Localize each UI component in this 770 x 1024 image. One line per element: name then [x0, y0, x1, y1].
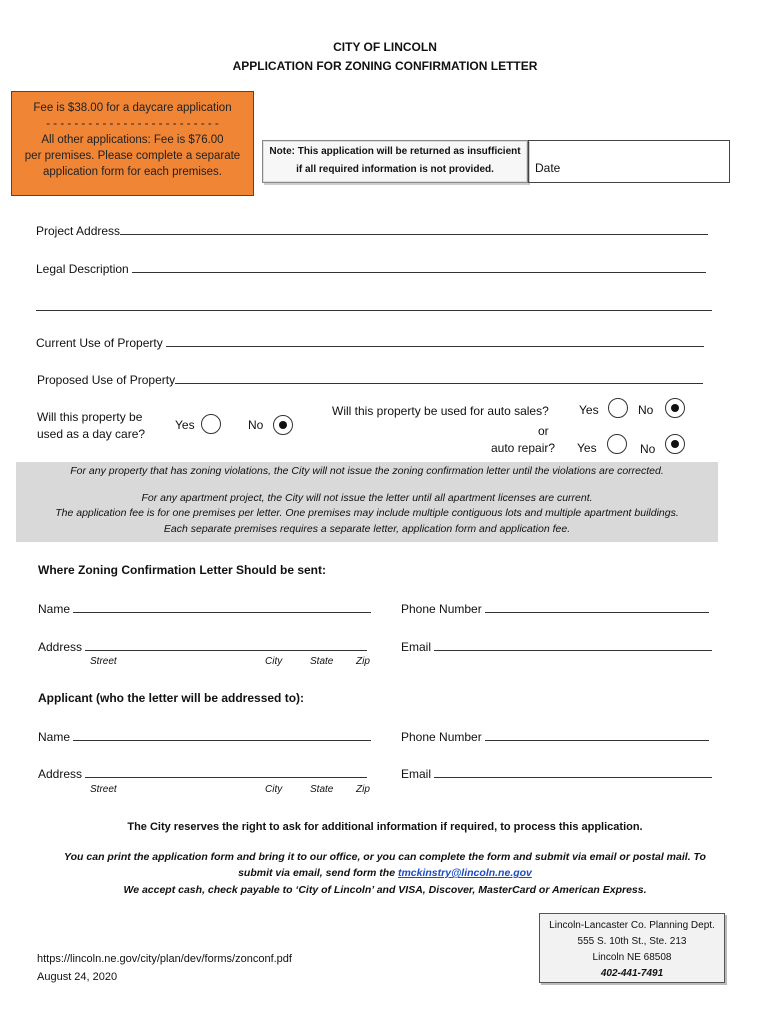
office-city: Lincoln NE 68508 [592, 952, 672, 963]
office-phone: 402-441-7491 [600, 968, 664, 979]
send-name-label: Name [38, 602, 71, 616]
form-date: August 24, 2020 [37, 971, 118, 983]
print-instructions-line2 [0, 867, 770, 879]
legal-description-line2[interactable] [36, 298, 712, 314]
fee-daycare: Fee is $38.00 for a daycare application [33, 102, 232, 114]
send-email-label: Email [401, 640, 432, 654]
notice-box [16, 462, 718, 542]
auto-sales-no-label: No [638, 403, 654, 417]
send-street-caption: Street [90, 656, 117, 667]
date-label: Date [535, 161, 561, 175]
daycare-question [37, 409, 145, 443]
office-address-box [539, 913, 725, 983]
submission-email-link[interactable]: tmckinstry@lincoln.ne.gov [397, 867, 532, 879]
send-name-field[interactable] [38, 600, 371, 616]
note-line1: Note: This application will be returned as insufficient [269, 146, 521, 157]
applicant-address-field[interactable] [38, 765, 367, 781]
print-instructions-pre: submit via email, send form the [238, 867, 398, 879]
date-field[interactable] [528, 140, 730, 183]
fee-other-line3: application form for each premises. [43, 166, 222, 178]
current-use-field[interactable] [36, 334, 704, 350]
send-phone-label: Phone Number [401, 602, 482, 616]
send-address-field[interactable] [38, 638, 367, 654]
daycare-yes-radio[interactable] [201, 414, 221, 434]
applicant-address-label: Address [38, 767, 83, 781]
send-phone-field[interactable] [401, 600, 709, 616]
send-section-heading: Where Zoning Confirmation Letter Should be sent: [38, 563, 326, 577]
fee-other-line2: per premises. Please complete a separate [24, 150, 241, 162]
legal-description-label: Legal Description [36, 262, 129, 276]
auto-repair-question: auto repair? [491, 441, 556, 455]
applicant-zip-caption: Zip [356, 784, 370, 795]
notice-violations: For any property that has zoning violations, the City will not issue the zoning confirmation letter until the violations are corrected. [70, 465, 664, 477]
fee-other: All other applications: Fee is $76.00 [41, 134, 224, 146]
applicant-email-label: Email [401, 767, 432, 781]
proposed-use-label: Proposed Use of Property [37, 373, 176, 387]
fee-info-box [11, 91, 254, 196]
daycare-no-radio[interactable] [273, 415, 293, 435]
print-instructions-line1: You can print the application form and bring it to our office, or you can complete the form and submit via email or postal mail. To [64, 851, 706, 863]
office-street: 555 S. 10th St., Ste. 213 [577, 936, 687, 947]
daycare-yes-label: Yes [175, 418, 195, 432]
send-address-label: Address [38, 640, 83, 654]
note-line2: if all required information is not provided. [296, 164, 494, 175]
payment-notice: We accept cash, check payable to ‘City of Lincoln’ and VISA, Discover, MasterCard or American Express. [123, 884, 647, 896]
form-url: https://lincoln.ne.gov/city/plan/dev/forms/zonconf.pdf [37, 953, 292, 965]
auto-sales-yes-label: Yes [579, 403, 599, 417]
form-title-line1: CITY OF LINCOLN [333, 40, 437, 54]
applicant-state-caption: State [310, 784, 334, 795]
applicant-phone-field[interactable] [401, 728, 709, 744]
auto-sales-yes-radio[interactable] [608, 398, 628, 418]
auto-repair-no-radio[interactable] [665, 434, 685, 454]
note-box [262, 140, 528, 183]
daycare-question-line2: used as a day care? [37, 427, 146, 441]
auto-or-label: or [538, 424, 549, 438]
legal-description-field[interactable] [36, 260, 706, 276]
auto-sales-question: Will this property be used for auto sales? [332, 404, 549, 418]
project-address-field[interactable] [36, 222, 708, 238]
notice-fee: The application fee is for one premises per letter. One premises may include multiple contiguous lots and multiple apartment buildings. [55, 507, 679, 519]
applicant-section-heading: Applicant (who the letter will be addressed to): [38, 691, 305, 705]
form-title-line2: APPLICATION FOR ZONING CONFIRMATION LETTER [232, 59, 538, 73]
auto-sales-no-radio[interactable] [665, 398, 685, 418]
send-zip-caption: Zip [356, 656, 370, 667]
project-address-label: Project Address [36, 224, 121, 238]
send-city-caption: City [265, 656, 283, 667]
auto-repair-yes-label: Yes [577, 441, 597, 455]
applicant-city-caption: City [265, 784, 283, 795]
auto-repair-no-label: No [640, 442, 656, 456]
notice-apartment: For any apartment project, the City will not issue the letter until all apartment licenses are current. [141, 491, 593, 504]
applicant-phone-label: Phone Number [401, 730, 482, 744]
applicant-street-caption: Street [90, 784, 117, 795]
current-use-label: Current Use of Property [36, 336, 163, 350]
applicant-name-label: Name [38, 730, 71, 744]
send-email-field[interactable] [401, 638, 712, 654]
office-name: Lincoln-Lancaster Co. Planning Dept. [549, 920, 715, 931]
send-state-caption: State [310, 656, 334, 667]
applicant-name-field[interactable] [38, 728, 371, 744]
fee-divider: - - - - - - - - - - - - - - - - - - - - - - - - - [46, 118, 219, 130]
notice-separate: Each separate premises requires a separate letter, application form and application fee. [163, 522, 571, 535]
proposed-use-field[interactable] [37, 371, 703, 387]
daycare-question-line1: Will this property be [37, 410, 143, 424]
daycare-no-label: No [248, 418, 264, 432]
applicant-email-field[interactable] [401, 765, 712, 781]
auto-repair-yes-radio[interactable] [607, 434, 627, 454]
reserves-notice: The City reserves the right to ask for additional information if required, to process this application. [127, 821, 643, 833]
